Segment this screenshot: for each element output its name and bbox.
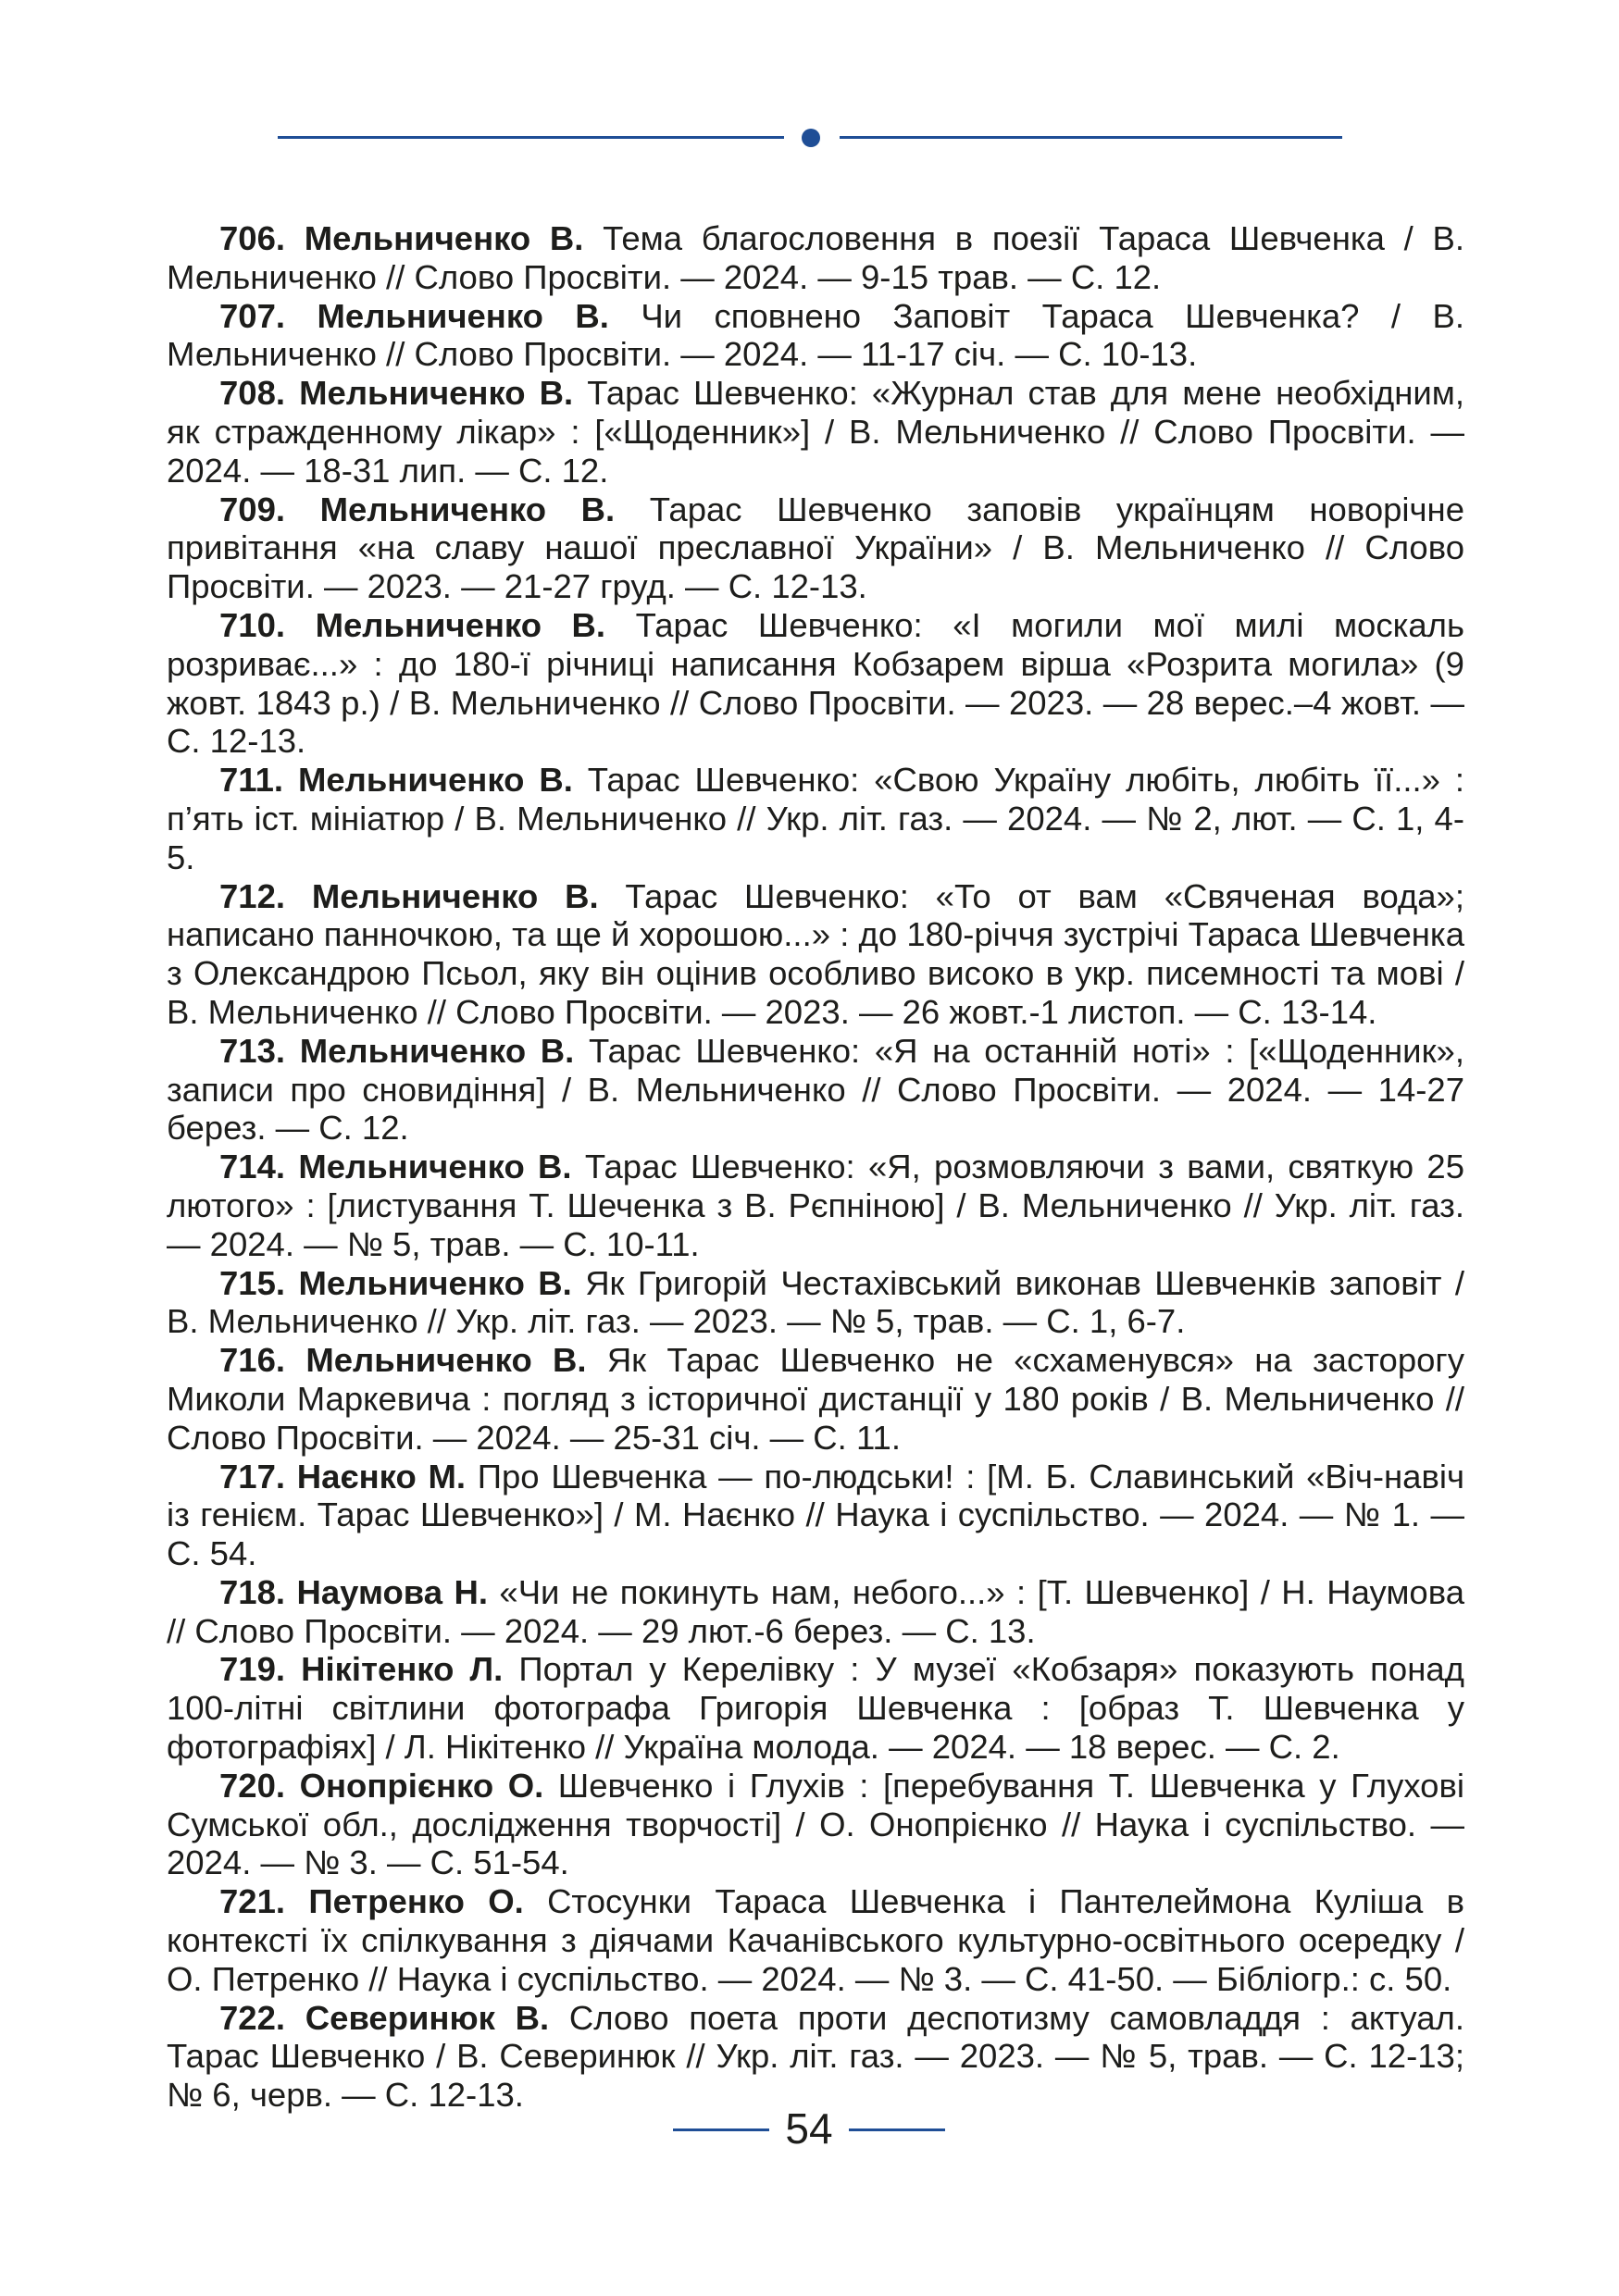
entry-description: Про Шевченка — по-людськи! : [М. Б. Славинський «Віч-навіч із генієм. Тарас Шевченко»] / М. Наєнко // Наука і суспільство. — 2024. — № 1. — С. 54. [167,1457,1464,1573]
bibliography-entry [167,1767,1464,1882]
footer-rule-right [849,2128,945,2131]
bibliography-entry [167,1999,1464,2115]
entry-description: Тарас Шевченко: «Журнал став для мене необхідним, як стражденному лікар» : [«Щоденник»] / В. Мельниченко // Слово Просвіти. — 2024. — 18-31 лип. — С. 12. [167,374,1464,490]
entry-heading [219,1264,572,1302]
entry-number: 715. [219,1263,286,1302]
bibliography-entry [167,761,1464,876]
entry-number: 711. [219,761,284,800]
footer-rule-left [673,2128,769,2131]
entry-number: 710. [219,605,286,644]
entry-heading [219,297,609,335]
entry-author: Мельниченко В. [298,1148,572,1186]
entry-description: Тарас Шевченко: «І могили мої милі москаль розриває...» : до 180-ї річниці написання Кобзарем вірша «Розрита могила» (9 жовт. 1843 р.) / В. Мельниченко // Слово Просвіти. — 2023. — 28 верес.–4 жовт. — С. 12-13. [167,605,1464,761]
entry-description: Як Григорій Честахівський виконав Шевченків заповіт / В. Мельниченко // Укр. літ. газ. — 2023. — № 5, трав. — С. 1, 6-7. [167,1263,1464,1341]
entry-number: 713. [219,1031,286,1070]
entry-number: 719. [219,1650,286,1689]
entry-heading [219,1341,587,1379]
entry-number: 714. [219,1148,286,1186]
bibliography-entry [167,877,1464,1032]
entry-heading [219,1767,543,1805]
entry-author: Мельниченко В. [304,219,584,257]
entry-author: Мельниченко В. [319,490,616,528]
entry-author: Мельниченко В. [317,296,609,335]
bibliography-entry [167,1458,1464,1573]
header-dot [802,129,820,147]
entry-number: 722. [219,1998,286,2037]
bibliography-entry [167,297,1464,375]
entry-description: Тарас Шевченко: «То от вам «Свяченая вода»; написано панночкою, та ще й хорошою...» : до 180-річчя зустрічі Тараса Шевченка з Олександрою Псьол, яку він оцінив особливо високо в укр. писемності та мові / В. Мельниченко // Слово Просвіти. — 2023. — 26 жовт.-1 листоп. — С. 13-14. [167,876,1464,1031]
bibliography-entry [167,1148,1464,1263]
entry-description: Портал у Керелівку : У музеї «Кобзаря» показують понад 100-літні світлини фотографа Григорія Шевченка : [образ Т. Шевченка у фотографіях] / Л. Нікітенко // Україна молода. — 2024. — 18 верес. — С. 2. [167,1650,1464,1767]
entry-description: Тарас Шевченко: «Свою Україну любіть, любіть її...» : п’ять іст. мініатюр / В. Мельниченко // Укр. літ. газ. — 2024. — № 2, лют. — С. 1, 4-5. [167,761,1464,876]
entry-description: Шевченко і Глухів : [перебування Т. Шевченка у Глухові Сумської обл., дослідження творчості] / О. Онопрієнко // Наука і суспільство. — 2024. — № 3. — С. 51-54. [167,1766,1464,1882]
entry-number: 720. [219,1766,286,1805]
entry-author: Мельниченко В. [315,605,606,644]
entry-number: 708. [219,374,286,413]
page-footer [0,2103,1619,2154]
bibliography-entry [167,1264,1464,1342]
entry-heading [219,1573,488,1611]
entry-author: Мельниченко В. [297,761,573,800]
entry-number: 716. [219,1341,286,1380]
entry-author: Мельниченко В. [305,1341,587,1380]
bibliography-entry [167,1650,1464,1766]
entry-description: Слово поета проти деспотизму самовладдя : актуал. Тарас Шевченко / В. Северинюк // Укр. літ. газ. — 2023. — № 5, трав. — С. 12-13; № 6, черв. — С. 12-13. [167,1998,1464,2115]
header-rule-right [840,136,1342,139]
entry-author: Онопрієнко О. [299,1766,544,1805]
entry-description: Стосунки Тараса Шевченка і Пантелеймона Куліша в контексті їх спілкування з діячами Качанівського культурно-освітнього осередку / О. Петренко // Наука і суспільство. — 2024. — № 3. — С. 41-50. — Бібліогр.: с. 50. [167,1882,1464,1998]
page-number: 54 [785,2104,833,2153]
entry-heading [219,374,573,412]
entry-description: Тарас Шевченко: «Я, розмовляючи з вами, святкую 25 лютого» : [листування Т. Шеченка з В. Рєпніною] / В. Мельниченко // Укр. літ. газ. — 2024. — № 5, трав. — С. 10-11. [167,1148,1464,1263]
entry-heading [219,1650,503,1688]
bibliography-entry [167,1573,1464,1651]
entry-author: Наумова Н. [296,1572,488,1611]
entry-number: 709. [219,490,286,528]
bibliography-entry [167,490,1464,606]
entry-description: Чи сповнено Заповіт Тараса Шевченка? / В. Мельниченко // Слово Просвіти. — 2024. — 11-17 січ. — С. 10-13. [167,296,1464,374]
entry-number: 712. [219,876,286,915]
entry-heading [219,606,605,644]
entry-heading [219,1882,524,1920]
entry-heading [219,1032,574,1070]
entry-heading [219,1999,549,2037]
bibliography-entry [167,219,1464,297]
header-ornament [278,129,1342,147]
entry-description: Тема благословення в поезії Тараса Шевченка / В. Мельниченко // Слово Просвіти. — 2024. — 9-15 трав. — С. 12. [167,219,1464,296]
entry-author: Северинюк В. [305,1998,550,2037]
bibliography-list [167,219,1464,2115]
entry-description: «Чи не покинуть нам, небого...» : [Т. Шевченко] / Н. Наумова // Слово Просвіти. — 2024. — 29 лют.-6 берез. — С. 13. [167,1572,1464,1650]
entry-description: Тарас Шевченко заповів українцям новорічне привітання «на славу нашої преславної України» / В. Мельниченко // Слово Просвіти. — 2023. — 21-27 груд. — С. 12-13. [167,490,1464,606]
entry-number: 706. [219,219,286,257]
entry-author: Мельниченко В. [298,1263,572,1302]
entry-number: 707. [219,296,286,335]
entry-author: Мельниченко В. [299,374,574,413]
entry-author: Мельниченко В. [311,876,599,915]
bibliography-entry [167,1032,1464,1148]
header-rule-left [278,136,784,139]
bibliography-entry [167,374,1464,490]
bibliography-entry [167,606,1464,761]
entry-number: 717. [219,1457,286,1496]
bibliography-entry [167,1882,1464,1998]
entry-heading [219,219,583,257]
entry-author: Наєнко М. [296,1457,467,1496]
entry-description: Тарас Шевченко: «Я на останній ноті» : [«Щоденник», записи про сновидіння] / В. Мельниченко // Слово Просвіти. — 2024. — 14-27 берез. — С. 12. [167,1031,1464,1148]
entry-heading [219,877,599,915]
entry-number: 718. [219,1572,286,1611]
entry-heading [219,1458,466,1496]
bibliography-entry [167,1341,1464,1457]
entry-author: Мельниченко В. [299,1031,575,1070]
entry-heading [219,761,573,799]
entry-heading [219,490,615,528]
entry-author: Петренко О. [308,1882,524,1921]
entry-number: 721. [219,1882,286,1921]
entry-heading [219,1148,572,1185]
entry-description: Як Тарас Шевченко не «схаменувся» на засторогу Миколи Маркевича : погляд з історичної дистанції у 180 років / В. Мельниченко // Слово Просвіти. — 2024. — 25-31 січ. — С. 11. [167,1341,1464,1457]
entry-author: Нікітенко Л. [301,1650,504,1689]
